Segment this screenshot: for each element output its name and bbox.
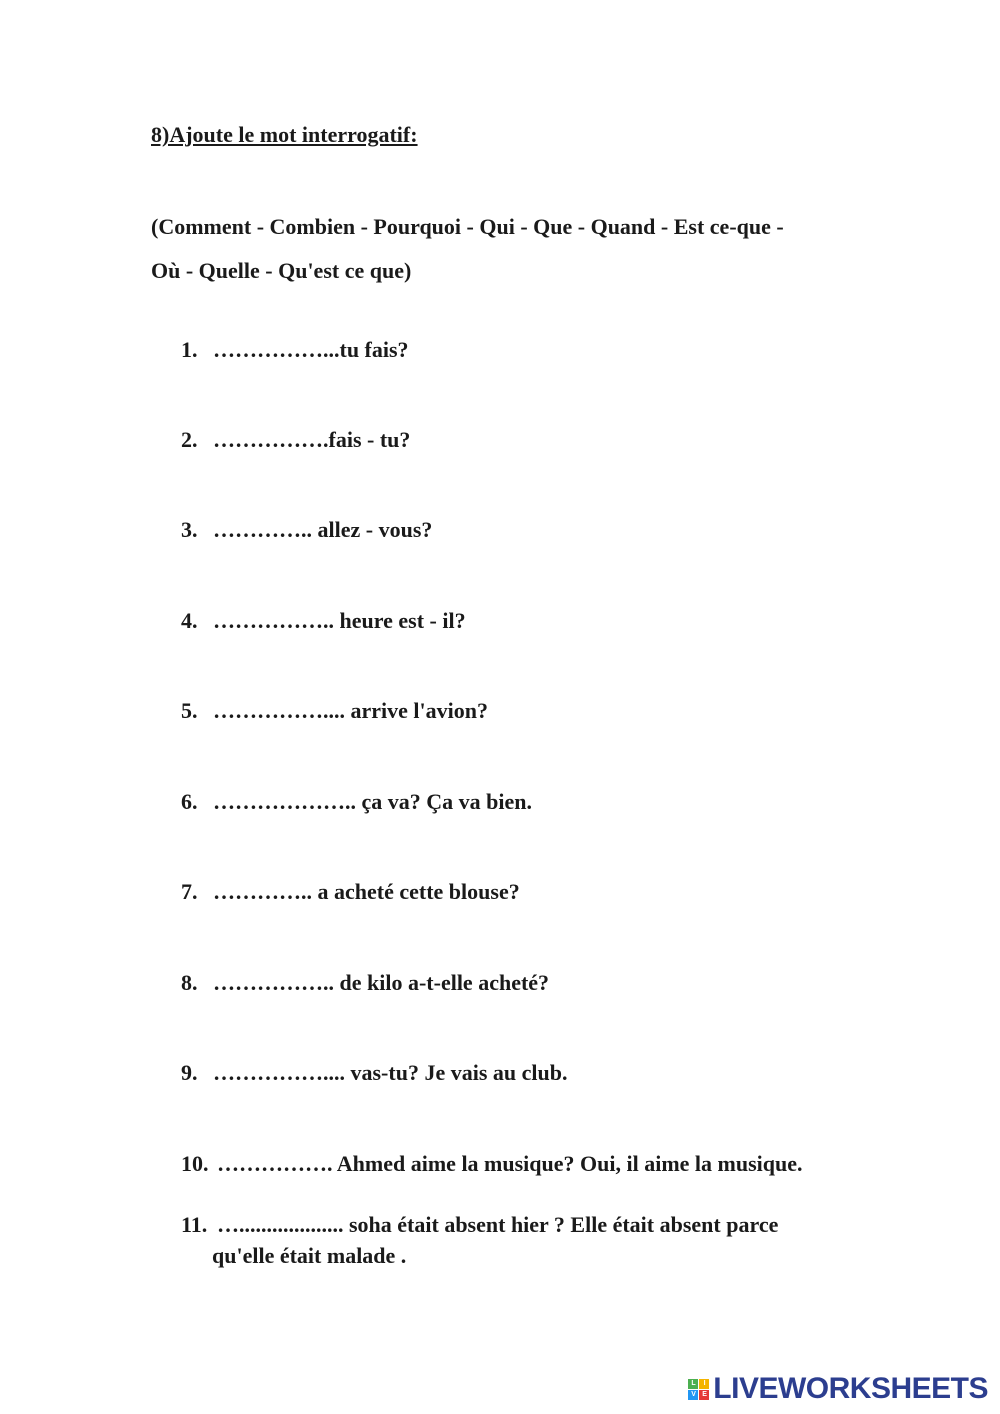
question-text: ……………...tu fais? — [213, 337, 409, 362]
question-item-3 — [181, 514, 881, 545]
question-number: 10. — [181, 1151, 209, 1176]
liveworksheets-logo — [688, 1372, 988, 1406]
logo-tile-v: V — [688, 1390, 698, 1400]
word-bank-line: (Comment - Combien - Pourquoi - Qui - Que - Quand - Est ce-que - — [151, 214, 784, 239]
question-number: 5. — [181, 698, 198, 723]
question-number: 2. — [181, 427, 198, 452]
question-item-5 — [181, 695, 881, 726]
logo-tile-i: I — [699, 1379, 709, 1389]
question-item-10 — [181, 1148, 901, 1179]
logo-tile-e: E — [699, 1390, 709, 1400]
question-item-6 — [181, 786, 881, 817]
logo-tile-l: L — [688, 1379, 698, 1389]
question-number: 4. — [181, 608, 198, 633]
question-text: ………….. a acheté cette blouse? — [213, 879, 520, 904]
question-text: …………….fais - tu? — [213, 427, 411, 452]
question-item-1 — [181, 334, 881, 365]
question-item-4 — [181, 605, 881, 636]
question-number: 6. — [181, 789, 198, 814]
question-item-9 — [181, 1057, 881, 1088]
word-bank — [151, 205, 871, 293]
question-text: ……………….. ça va? Ça va bien. — [213, 789, 532, 814]
question-number: 8. — [181, 970, 198, 995]
question-number: 3. — [181, 517, 198, 542]
liveworksheets-logo-icon — [688, 1379, 709, 1400]
question-item-2 — [181, 424, 881, 455]
question-text: …………….... arrive l'avion? — [213, 698, 488, 723]
question-text-continuation: qu'elle était malade . — [212, 1243, 407, 1268]
question-number: 1. — [181, 337, 198, 362]
question-text: …………….. heure est - il? — [213, 608, 466, 633]
question-item-8 — [181, 967, 881, 998]
question-item-11 — [181, 1209, 901, 1271]
word-bank-line: Où - Quelle - Qu'est ce que) — [151, 258, 412, 283]
question-number: 11. — [181, 1212, 208, 1237]
question-text: …………….. de kilo a-t-elle acheté? — [213, 970, 550, 995]
logo-text: LIVEWORKSHEETS — [713, 1372, 988, 1405]
question-number: 9. — [181, 1060, 198, 1085]
worksheet-title: 8)Ajoute le mot interrogatif: — [151, 122, 418, 147]
question-item-7 — [181, 876, 881, 907]
question-text: ………….. allez - vous? — [213, 517, 433, 542]
question-text: ……………. Ahmed aime la musique? Oui, il aime la musique. — [217, 1151, 803, 1176]
question-number: 7. — [181, 879, 198, 904]
question-text: …………….... vas-tu? Je vais au club. — [213, 1060, 568, 1085]
question-text: …................... soha était absent hier ? Elle était absent parce — [217, 1212, 779, 1237]
